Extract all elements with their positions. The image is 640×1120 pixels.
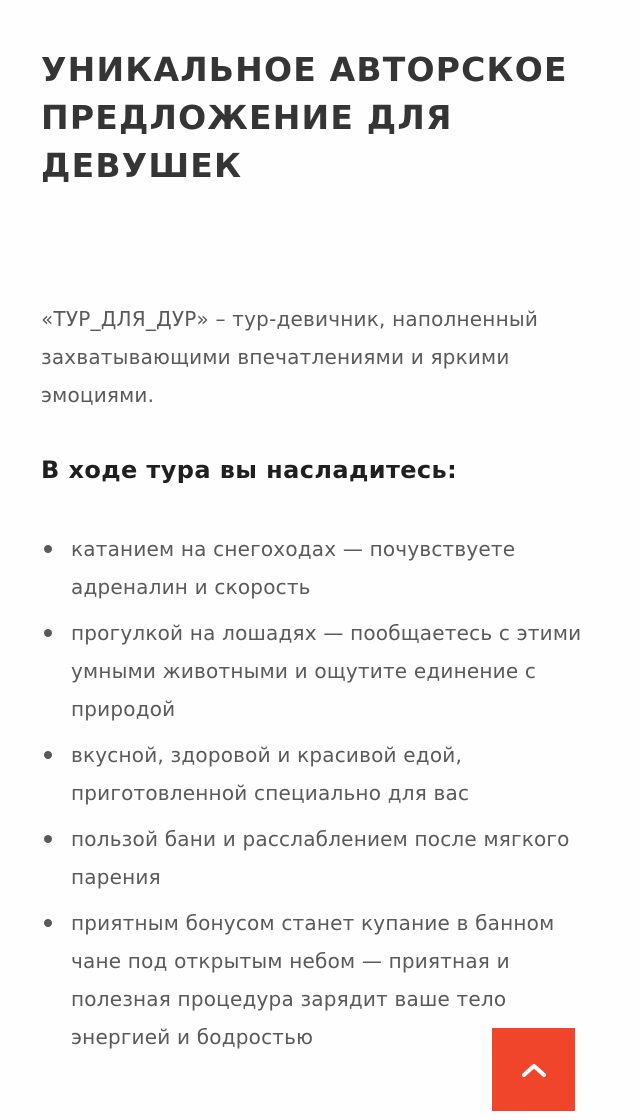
bullet-icon (44, 545, 52, 553)
bullet-icon (44, 835, 52, 843)
list-item (41, 820, 601, 896)
list-item (41, 530, 601, 606)
chevron-up-icon (520, 1061, 548, 1079)
list-item (41, 736, 601, 812)
list-item-text: пользой бани и расслаблением после мягкого парения (71, 827, 570, 889)
section-heading: В ходе тура вы насладитесь: (41, 456, 458, 484)
list-item-text: вкусной, здоровой и красивой едой, приготовленной специально для вас (71, 743, 470, 805)
activities-list (41, 530, 601, 1064)
scroll-to-top-button[interactable] (492, 1028, 575, 1111)
bullet-icon (44, 629, 52, 637)
bullet-icon (44, 751, 52, 759)
bullet-icon (44, 919, 52, 927)
list-item-text: катанием на снегоходах — почувствуете адреналин и скорость (71, 537, 516, 599)
intro-text: «ТУР_ДЛЯ_ДУР» – тур-девичник, наполненный захватывающими впечатлениями и яркими эмоциями. (41, 307, 539, 407)
list-item-text: прогулкой на лошадях — пообщаетесь с этими умными животными и ощутите единение с природой (71, 621, 582, 721)
list-item (41, 614, 601, 728)
list-item-text: приятным бонусом станет купание в банном чане под открытым небом — приятная и полезная процедура зарядит ваше тело энергией и бодростью (71, 911, 555, 1049)
page-title: УНИКАЛЬНОЕ АВТОРСКОЕ ПРЕДЛОЖЕНИЕ ДЛЯ ДЕВУШЕК (41, 50, 568, 185)
